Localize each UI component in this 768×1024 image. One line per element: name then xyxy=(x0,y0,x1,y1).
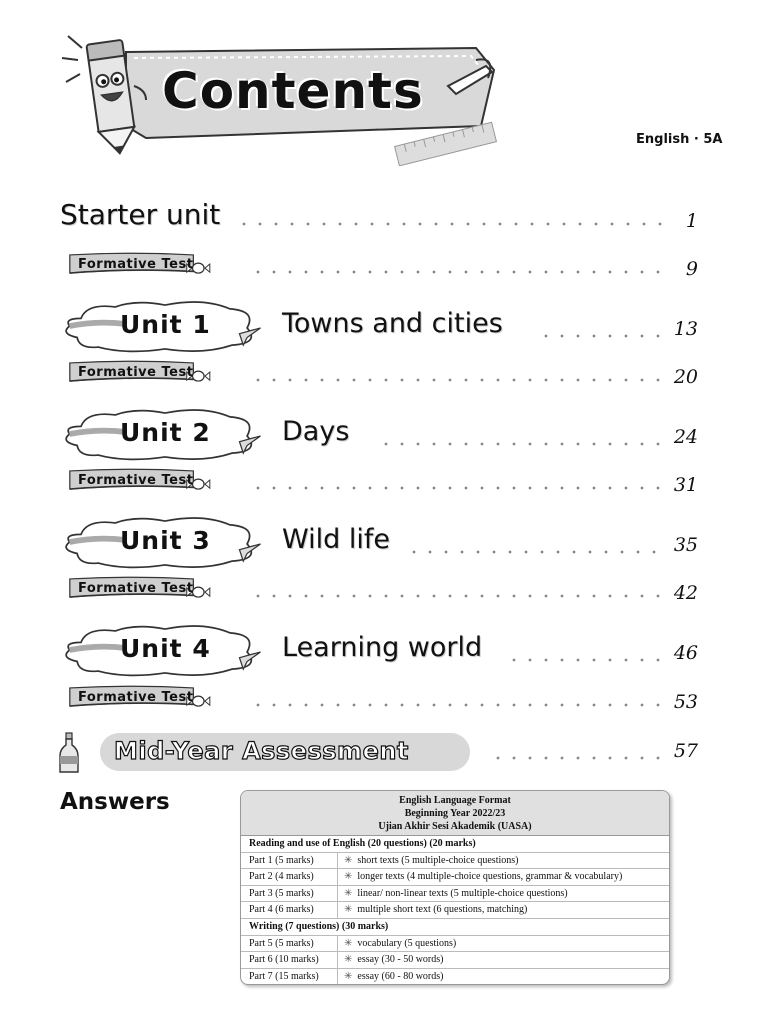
star-bullet-icon: ✳ xyxy=(344,954,353,966)
table-row xyxy=(241,969,669,985)
heading-line: Ujian Akhir Sesi Akademik (UASA) xyxy=(378,821,532,832)
page-number: 46 xyxy=(673,642,698,664)
bottle-icon xyxy=(58,732,80,774)
unit-label: Unit 1 xyxy=(120,310,211,339)
subject-label: English · 5A xyxy=(636,132,723,147)
page-number: 13 xyxy=(673,318,698,340)
dot-leader xyxy=(250,378,666,382)
unit-title: Towns and cities xyxy=(282,308,503,339)
desc-text: longer texts (4 multiple-choice questions, grammar & vocabulary) xyxy=(357,871,623,883)
answers-heading[interactable]: Answers xyxy=(60,789,170,815)
star-bullet-icon: ✳ xyxy=(344,887,353,899)
star-bullet-icon: ✳ xyxy=(344,871,353,883)
toc-row-starter[interactable] xyxy=(60,196,708,236)
dot-leader xyxy=(236,222,666,226)
star-bullet-icon: ✳ xyxy=(344,937,353,949)
part-cell: Part 1 (5 marks) xyxy=(241,853,338,869)
star-bullet-icon: ✳ xyxy=(344,904,353,916)
unit-title: Wild life xyxy=(282,524,390,555)
page-number: 31 xyxy=(673,474,698,496)
desc-text: vocabulary (5 questions) xyxy=(357,937,457,949)
page-number: 20 xyxy=(673,366,698,388)
section-row xyxy=(241,836,669,853)
part-cell: Part 5 (5 marks) xyxy=(241,936,338,952)
part-cell: Part 6 (10 marks) xyxy=(241,952,338,968)
heading-line: Beginning Year 2022/23 xyxy=(404,808,506,819)
dot-leader xyxy=(250,270,666,274)
dot-leader xyxy=(490,756,666,760)
dot-leader xyxy=(538,334,666,338)
mid-year-label: Mid-Year Assessment xyxy=(114,737,409,765)
toc-row-formative-test[interactable] xyxy=(60,466,708,500)
toc-row-formative-test[interactable] xyxy=(60,250,708,284)
heading-line: English Language Format xyxy=(399,795,511,806)
toc-title: Starter unit xyxy=(60,198,221,231)
unit-label: Unit 3 xyxy=(120,526,211,555)
page-number: 9 xyxy=(685,258,698,280)
dot-leader xyxy=(250,703,666,707)
toc-row-formative-test[interactable] xyxy=(60,574,708,608)
page-number: 53 xyxy=(673,691,698,713)
unit-label: Unit 2 xyxy=(120,418,211,447)
unit-label: Unit 4 xyxy=(120,634,211,663)
pencil-mascot-icon xyxy=(58,28,154,158)
format-table xyxy=(240,790,670,985)
star-bullet-icon: ✳ xyxy=(344,854,353,866)
part-cell: Part 3 (5 marks) xyxy=(241,886,338,902)
star-bullet-icon: ✳ xyxy=(344,970,353,982)
toc-row-unit-4[interactable] xyxy=(60,622,708,680)
desc-text: multiple short text (6 questions, matching) xyxy=(357,904,528,916)
desc-cell xyxy=(338,886,568,902)
formative-test-label: Formative Test xyxy=(78,365,194,380)
toc-row-mid-year-assessment[interactable] xyxy=(0,730,708,776)
page-number: 42 xyxy=(673,582,698,604)
page-number: 1 xyxy=(685,210,698,232)
section-title: Writing (7 questions) (30 marks) xyxy=(249,920,389,932)
unit-title: Days xyxy=(282,416,350,447)
format-table-heading xyxy=(241,791,669,836)
section-row xyxy=(241,919,669,936)
dot-leader xyxy=(250,486,666,490)
section-title: Reading and use of English (20 questions) (20 marks) xyxy=(249,838,476,849)
dot-leader xyxy=(506,658,666,662)
desc-text: essay (30 - 50 words) xyxy=(357,954,444,966)
dot-leader xyxy=(406,550,666,554)
desc-cell xyxy=(338,952,443,968)
part-cell: Part 4 (6 marks) xyxy=(241,902,338,918)
toc-row-formative-test[interactable] xyxy=(60,358,708,392)
table-row xyxy=(241,869,669,886)
dot-leader xyxy=(250,594,666,598)
desc-text: linear/ non-linear texts (5 multiple-choice questions) xyxy=(357,887,568,899)
table-row xyxy=(241,952,669,969)
desc-text: essay (60 - 80 words) xyxy=(357,970,444,982)
desc-cell xyxy=(338,853,518,869)
formative-test-label: Formative Test xyxy=(78,581,194,596)
part-cell: Part 2 (4 marks) xyxy=(241,869,338,885)
toc-row-formative-test[interactable] xyxy=(60,683,708,717)
unit-title: Learning world xyxy=(282,632,483,663)
page-number: 24 xyxy=(673,426,698,448)
page-number: 35 xyxy=(673,534,698,556)
table-row xyxy=(241,886,669,903)
desc-cell xyxy=(338,969,443,985)
desc-text: short texts (5 multiple-choice questions) xyxy=(357,854,519,866)
formative-test-label: Formative Test xyxy=(78,257,194,272)
desc-cell xyxy=(338,902,527,918)
part-cell: Part 7 (15 marks) xyxy=(241,969,338,985)
formative-test-label: Formative Test xyxy=(78,473,194,488)
page-title: Contents xyxy=(162,62,424,120)
desc-cell xyxy=(338,869,622,885)
dot-leader xyxy=(378,442,666,446)
table-row xyxy=(241,936,669,953)
toc-row-unit-3[interactable] xyxy=(60,514,708,572)
toc-row-unit-2[interactable] xyxy=(60,406,708,464)
table-row xyxy=(241,853,669,870)
formative-test-label: Formative Test xyxy=(78,690,194,705)
desc-cell xyxy=(338,936,456,952)
toc-row-unit-1[interactable] xyxy=(60,298,708,356)
page-number: 57 xyxy=(673,740,698,762)
table-row xyxy=(241,902,669,919)
